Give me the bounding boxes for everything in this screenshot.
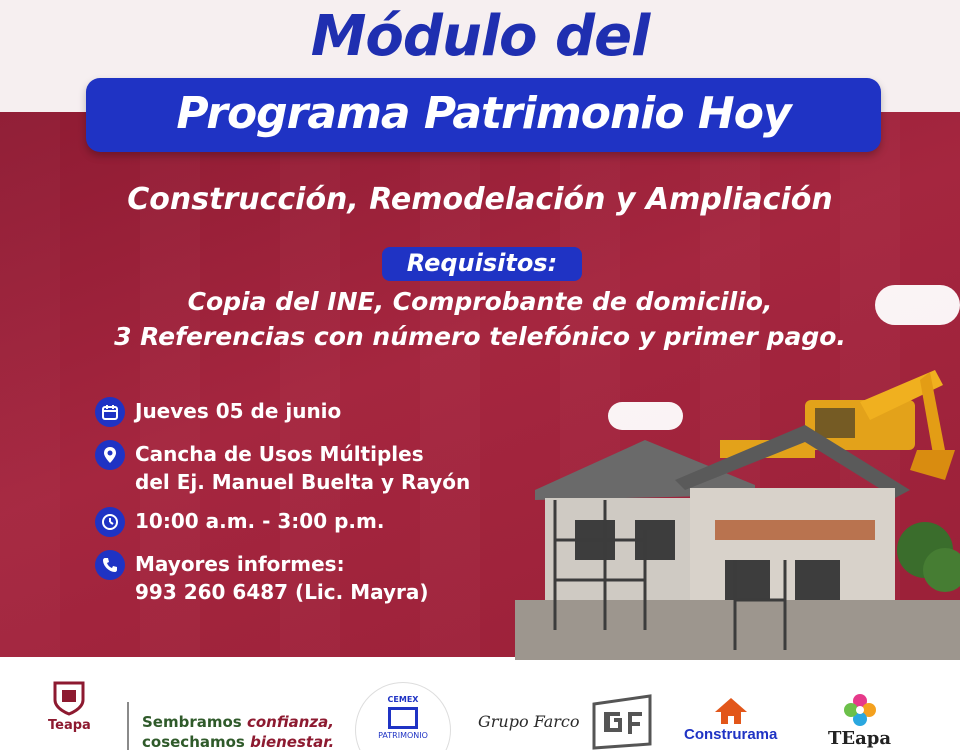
place-line2: del Ej. Manuel Buelta y Rayón <box>135 470 471 494</box>
flower-icon <box>842 692 878 728</box>
slogan-em1: confianza, <box>246 713 334 731</box>
patrimonio-label: PATRIMONIO <box>378 731 428 740</box>
cloud <box>608 402 683 430</box>
contact-text <box>135 550 429 606</box>
teapa-color-logo <box>828 692 891 749</box>
cemex-label: CEMEX <box>387 695 419 704</box>
time-row <box>95 507 384 537</box>
slogan <box>142 712 334 750</box>
cemex-patrimonio-logo <box>355 682 451 750</box>
phone-icon <box>95 550 125 580</box>
place-row <box>95 440 470 496</box>
requirements-line1: Copia del INE, Comprobante de domicilio, <box>187 287 773 316</box>
date-row <box>95 397 341 427</box>
title-line1: Módulo del <box>310 4 650 69</box>
footer-divider <box>127 702 129 750</box>
title-line2: Programa Patrimonio Hoy <box>176 88 791 139</box>
teapa-label: Teapa <box>48 718 91 733</box>
teapa-shield-icon <box>52 680 86 716</box>
contact-row <box>95 550 429 606</box>
slogan-part1: Sembramos <box>142 713 247 731</box>
date-text: Jueves 05 de junio <box>135 399 342 423</box>
construrama-logo <box>684 696 777 743</box>
trees <box>897 522 960 592</box>
contact-line1: Mayores informes: <box>135 552 345 576</box>
slogan-part2: cosechamos <box>142 733 251 750</box>
house <box>515 425 960 660</box>
clock-icon <box>95 507 125 537</box>
grupo-farco-logo <box>478 712 580 731</box>
contact-line2: 993 260 6487 (Lic. Mayra) <box>135 580 429 604</box>
requirements-label: Requisitos: <box>406 249 558 277</box>
teapa-color-label: TEapa <box>828 728 892 749</box>
subtitle: Construcción, Remodelación y Ampliación <box>127 182 833 217</box>
teapa-logo <box>48 680 91 733</box>
house-icon <box>388 707 418 729</box>
construrama-house-icon <box>711 696 751 726</box>
farco-label: Grupo Farco <box>478 712 580 731</box>
slogan-em2: bienestar. <box>250 733 335 750</box>
place-text <box>135 440 470 496</box>
location-pin-icon <box>95 440 125 470</box>
gf-cube-icon <box>590 694 654 750</box>
construrama-label: Construrama <box>684 726 778 743</box>
calendar-icon <box>95 397 125 427</box>
gf-logo <box>590 694 654 750</box>
cloud <box>875 285 960 325</box>
requirements-line2: 3 Referencias con número telefónico y primer pago. <box>114 322 846 351</box>
place-line1: Cancha de Usos Múltiples <box>135 442 424 466</box>
time-text: 10:00 a.m. - 3:00 p.m. <box>135 509 385 533</box>
excavator <box>720 370 955 480</box>
construction-scene <box>515 330 960 660</box>
